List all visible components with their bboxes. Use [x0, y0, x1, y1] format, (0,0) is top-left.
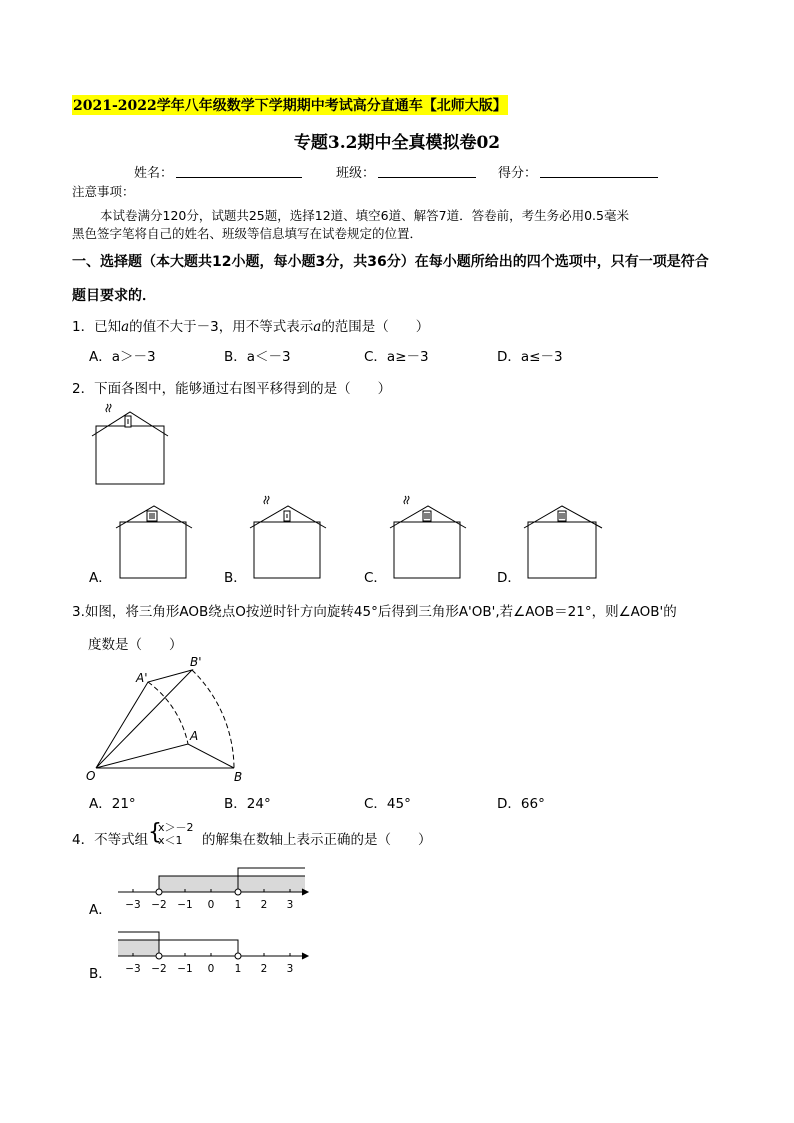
svg-text:3: 3 — [286, 963, 294, 975]
label-b: B — [234, 770, 243, 784]
q4-stem-prefix: 4．不等式组 — [72, 832, 149, 848]
shaded-region — [118, 940, 159, 956]
series-banner: 2021-2022学年八年级数学下学期期中考试高分直通车【北师大版】 — [72, 95, 508, 115]
name-blank[interactable] — [176, 177, 302, 178]
q2-stem: 2．下面各图中，能够通过右图平移得到的是（ ） — [72, 381, 392, 397]
open-point — [156, 953, 162, 959]
svg-text:−3: −3 — [125, 963, 141, 975]
class-label: 班级： — [336, 166, 376, 181]
q1-option-c[interactable]: C．a≥－3 — [364, 349, 429, 365]
smoke-icon — [106, 404, 111, 412]
q4-number-line-a[interactable] — [112, 862, 312, 914]
q3-stem-line1: 3.如图，将三角形AOB绕点O按逆时针方向旋转45°后得到三角形A'OB',若∠AOB＝21°，则∠AOB'的 — [72, 604, 677, 620]
svg-text:0: 0 — [207, 963, 215, 975]
svg-text:2: 2 — [260, 899, 268, 911]
section1-heading-line2: 题目要求的． — [72, 288, 156, 304]
score-blank[interactable] — [540, 177, 658, 178]
q3-option-a[interactable]: A．21° — [89, 796, 136, 812]
score-label: 得分： — [498, 166, 538, 181]
svg-text:−3: −3 — [125, 899, 141, 911]
q1-option-b[interactable]: B．a＜－3 — [224, 349, 291, 365]
reference-house-figure — [88, 400, 172, 488]
name-label: 姓名： — [134, 166, 174, 181]
svg-text:−1: −1 — [177, 963, 193, 975]
open-point — [235, 889, 241, 895]
label-o: O — [86, 769, 96, 783]
label-b-prime: B' — [190, 655, 202, 669]
house-body — [96, 426, 164, 484]
svg-text:−2: −2 — [151, 963, 167, 975]
q2-option-c-label[interactable]: C． — [364, 570, 387, 586]
shaded-region — [159, 876, 305, 892]
q4-brace: { — [148, 820, 162, 845]
label-a-prime: A' — [136, 671, 148, 685]
triangle-aob — [96, 744, 234, 768]
q3-stem-line2: 度数是（ ） — [88, 637, 183, 653]
smoke-icon — [404, 496, 409, 504]
svg-text:−2: −2 — [151, 899, 167, 911]
svg-text:−1: −1 — [177, 899, 193, 911]
svg-text:0: 0 — [207, 899, 215, 911]
notice-heading: 注意事项： — [72, 184, 135, 199]
svg-text:1: 1 — [234, 899, 242, 911]
class-blank[interactable] — [378, 177, 476, 178]
open-point — [235, 953, 241, 959]
q2-house-d[interactable] — [522, 500, 606, 580]
svg-text:2: 2 — [260, 963, 268, 975]
q4-system: x＞－2 x＜1 — [158, 821, 194, 847]
q3-option-d[interactable]: D．66° — [497, 796, 545, 812]
q2-option-a-label[interactable]: A． — [89, 570, 112, 586]
q3-option-c[interactable]: C．45° — [364, 796, 411, 812]
section1-heading-line1: 一、选择题（本大题共12小题，每小题3分，共36分）在每小题所给出的四个选项中，只有一项是符合 — [72, 254, 709, 270]
arrow-icon — [302, 953, 308, 959]
q1-option-a[interactable]: A．a＞－3 — [89, 349, 156, 365]
q2-house-b[interactable] — [248, 494, 330, 580]
q4-option-a-label[interactable]: A． — [89, 902, 112, 918]
smoke-icon — [264, 496, 269, 504]
open-point — [156, 889, 162, 895]
q4-stem-suffix: 的解集在数轴上表示正确的是（ ） — [202, 832, 432, 848]
q4-option-b-label[interactable]: B． — [89, 966, 112, 982]
page-title: 专题3.2期中全真模拟卷02 — [293, 133, 501, 153]
notice-line2: 黑色签字笔将自己的姓名、班级等信息填写在试卷规定的位置． — [72, 226, 423, 241]
notice-line1: 本试卷满分120分，试题共25题，选择12道、填空6道、解答7道．答卷前，考生务必用0.5毫米 — [100, 208, 629, 223]
q1-stem: 1．已知a的值不大于－3，用不等式表示a的范围是（ ） — [72, 319, 430, 335]
q2-house-a[interactable] — [114, 502, 196, 580]
svg-text:1: 1 — [234, 963, 242, 975]
q3-rotation-figure — [84, 650, 254, 786]
q4-number-line-b[interactable] — [112, 926, 312, 978]
q1-option-d[interactable]: D．a≤－3 — [497, 349, 563, 365]
q2-option-b-label[interactable]: B． — [224, 570, 247, 586]
q3-option-b[interactable]: B．24° — [224, 796, 271, 812]
q2-house-c[interactable] — [388, 494, 470, 580]
svg-text:3: 3 — [286, 899, 294, 911]
arc-a — [148, 682, 188, 744]
label-a: A — [190, 729, 199, 743]
arc-b — [192, 670, 234, 768]
q2-option-d-label[interactable]: D． — [497, 570, 521, 586]
